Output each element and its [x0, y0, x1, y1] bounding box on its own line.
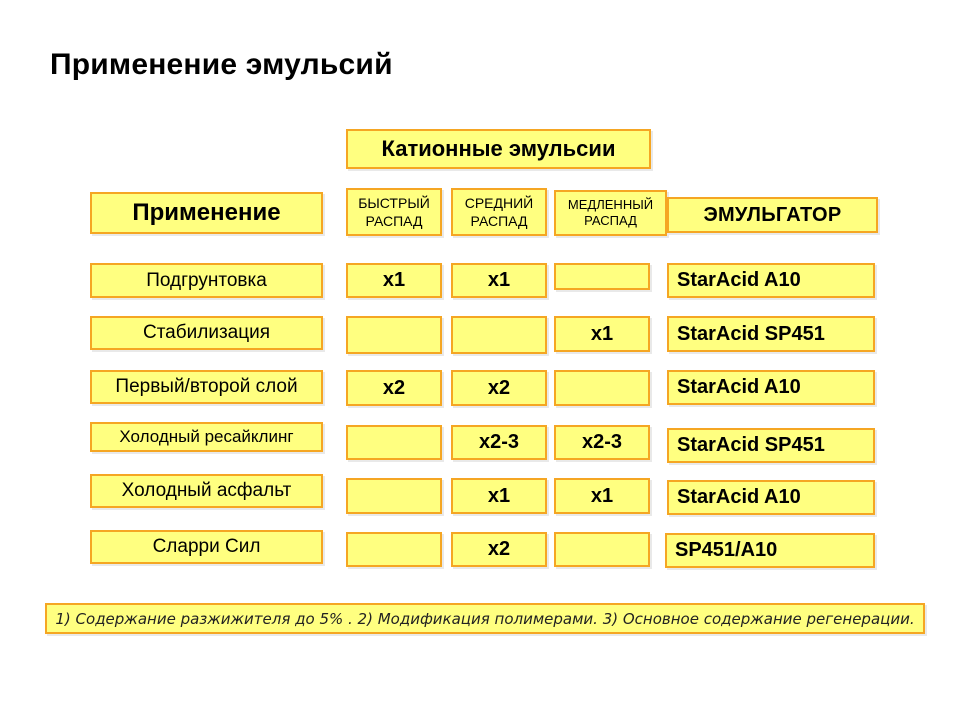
column-header-fast: [346, 188, 442, 236]
row-medium: x2: [451, 370, 547, 406]
column-header-medium-line1: СРЕДНИЙ: [464, 195, 534, 211]
row-application: Стабилизация: [90, 316, 323, 350]
row-slow: [554, 532, 650, 567]
column-header-slow-line2: РАСПАД: [584, 213, 637, 228]
row-slow: x2-3: [554, 425, 650, 460]
row-medium: x1: [451, 478, 547, 514]
column-header-fast-line1: БЫСТРЫЙ: [358, 195, 430, 211]
row-emulsifier: StarAcid A10: [667, 263, 875, 298]
row-fast: x2: [346, 370, 442, 406]
row-medium: x2-3: [451, 425, 547, 460]
column-header-application: Применение: [90, 192, 323, 234]
column-header-slow: [554, 190, 667, 236]
row-slow: x1: [554, 478, 650, 514]
footnote: 1) Содержание разжижителя до 5% . 2) Модификация полимерами. 3) Основное содержание регенерации.: [45, 603, 925, 634]
row-fast: [346, 478, 442, 514]
row-slow: x1: [554, 316, 650, 352]
row-emulsifier: StarAcid A10: [667, 370, 875, 405]
row-fast: [346, 425, 442, 460]
row-slow: [554, 370, 650, 406]
row-medium: x2: [451, 532, 547, 567]
row-fast: x1: [346, 263, 442, 298]
column-header-fast-line2: РАСПАД: [365, 213, 423, 229]
row-application: Сларри Сил: [90, 530, 323, 564]
column-header-medium: [451, 188, 547, 236]
row-application: Подгрунтовка: [90, 263, 323, 298]
row-medium: [451, 316, 547, 354]
page-title: Применение эмульсий: [50, 48, 393, 81]
row-emulsifier: StarAcid A10: [667, 480, 875, 515]
row-fast: [346, 532, 442, 567]
row-emulsifier: StarAcid SP451: [667, 316, 875, 352]
row-medium: x1: [451, 263, 547, 298]
row-application: Холодный ресайклинг: [90, 422, 323, 452]
row-emulsifier: SP451/A10: [665, 533, 875, 568]
column-header-emulsifier: ЭМУЛЬГАТОР: [667, 197, 878, 233]
row-slow: [554, 263, 650, 290]
row-application: Первый/второй слой: [90, 370, 323, 404]
group-header: Катионные эмульсии: [346, 129, 651, 169]
column-header-slow-line1: МЕДЛЕННЫЙ: [567, 197, 654, 212]
column-header-medium-line2: РАСПАД: [470, 213, 528, 229]
row-fast: [346, 316, 442, 354]
row-application: Холодный асфальт: [90, 474, 323, 508]
row-emulsifier: StarAcid SP451: [667, 428, 875, 463]
